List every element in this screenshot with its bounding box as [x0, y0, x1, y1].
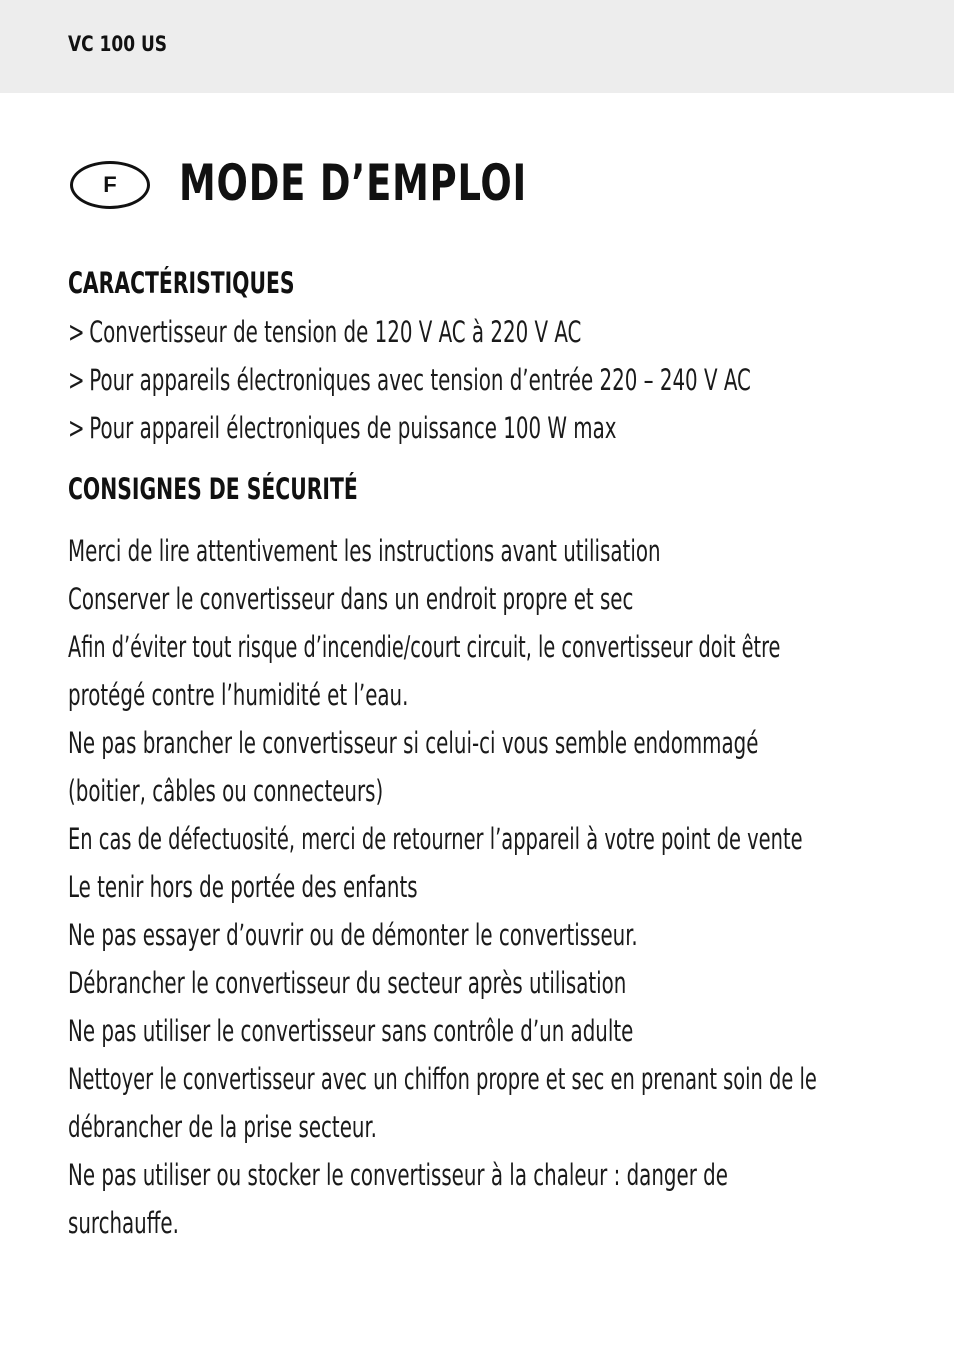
feature-item — [68, 315, 581, 349]
safety-line: protégé contre l’humidité et l’eau. — [68, 678, 409, 712]
safety-line: (boitier, câbles ou connecteurs) — [68, 774, 384, 808]
bullet-marker: > — [68, 411, 85, 445]
safety-line: Le tenir hors de portée des enfants — [68, 870, 418, 904]
safety-line: Ne pas brancher le convertisseur si celui-ci vous semble endommagé — [68, 726, 759, 760]
features-heading: CARACTÉRISTIQUES — [68, 266, 295, 300]
safety-line: Nettoyer le convertisseur avec un chiffon propre et sec en prenant soin de le — [68, 1062, 817, 1096]
safety-heading: CONSIGNES DE SÉCURITÉ — [68, 472, 358, 506]
safety-line: Merci de lire attentivement les instructions avant utilisation — [68, 534, 661, 568]
language-badge: F — [70, 161, 150, 209]
title-row — [68, 154, 888, 220]
safety-line: Ne pas essayer d’ouvrir ou de démonter le convertisseur. — [68, 918, 638, 952]
feature-item-text: Convertisseur de tension de 120 V AC à 220 V AC — [89, 315, 582, 349]
feature-item-text: Pour appareil électroniques de puissance 100 W max — [89, 411, 617, 445]
safety-line: Conserver le convertisseur dans un endroit propre et sec — [68, 582, 634, 616]
safety-line: Afin d’éviter tout risque d’incendie/court circuit, le convertisseur doit être — [68, 630, 781, 664]
safety-line: Débrancher le convertisseur du secteur après utilisation — [68, 966, 627, 1000]
safety-line: surchauffe. — [68, 1206, 179, 1240]
bullet-marker: > — [68, 363, 85, 397]
page-title: MODE D’EMPLOI — [179, 154, 528, 212]
feature-item-text: Pour appareils électroniques avec tension d’entrée 220 – 240 V AC — [89, 363, 751, 397]
bullet-marker: > — [68, 315, 85, 349]
safety-line: Ne pas utiliser le convertisseur sans contrôle d’un adulte — [68, 1014, 634, 1048]
model-number: VC 100 US — [68, 32, 168, 56]
feature-item — [68, 363, 751, 397]
safety-line: En cas de défectuosité, merci de retourner l’appareil à votre point de vente — [68, 822, 803, 856]
header-band — [0, 0, 954, 93]
safety-line: débrancher de la prise secteur. — [68, 1110, 377, 1144]
feature-item — [68, 411, 616, 445]
safety-line: Ne pas utiliser ou stocker le convertisseur à la chaleur : danger de — [68, 1158, 728, 1192]
